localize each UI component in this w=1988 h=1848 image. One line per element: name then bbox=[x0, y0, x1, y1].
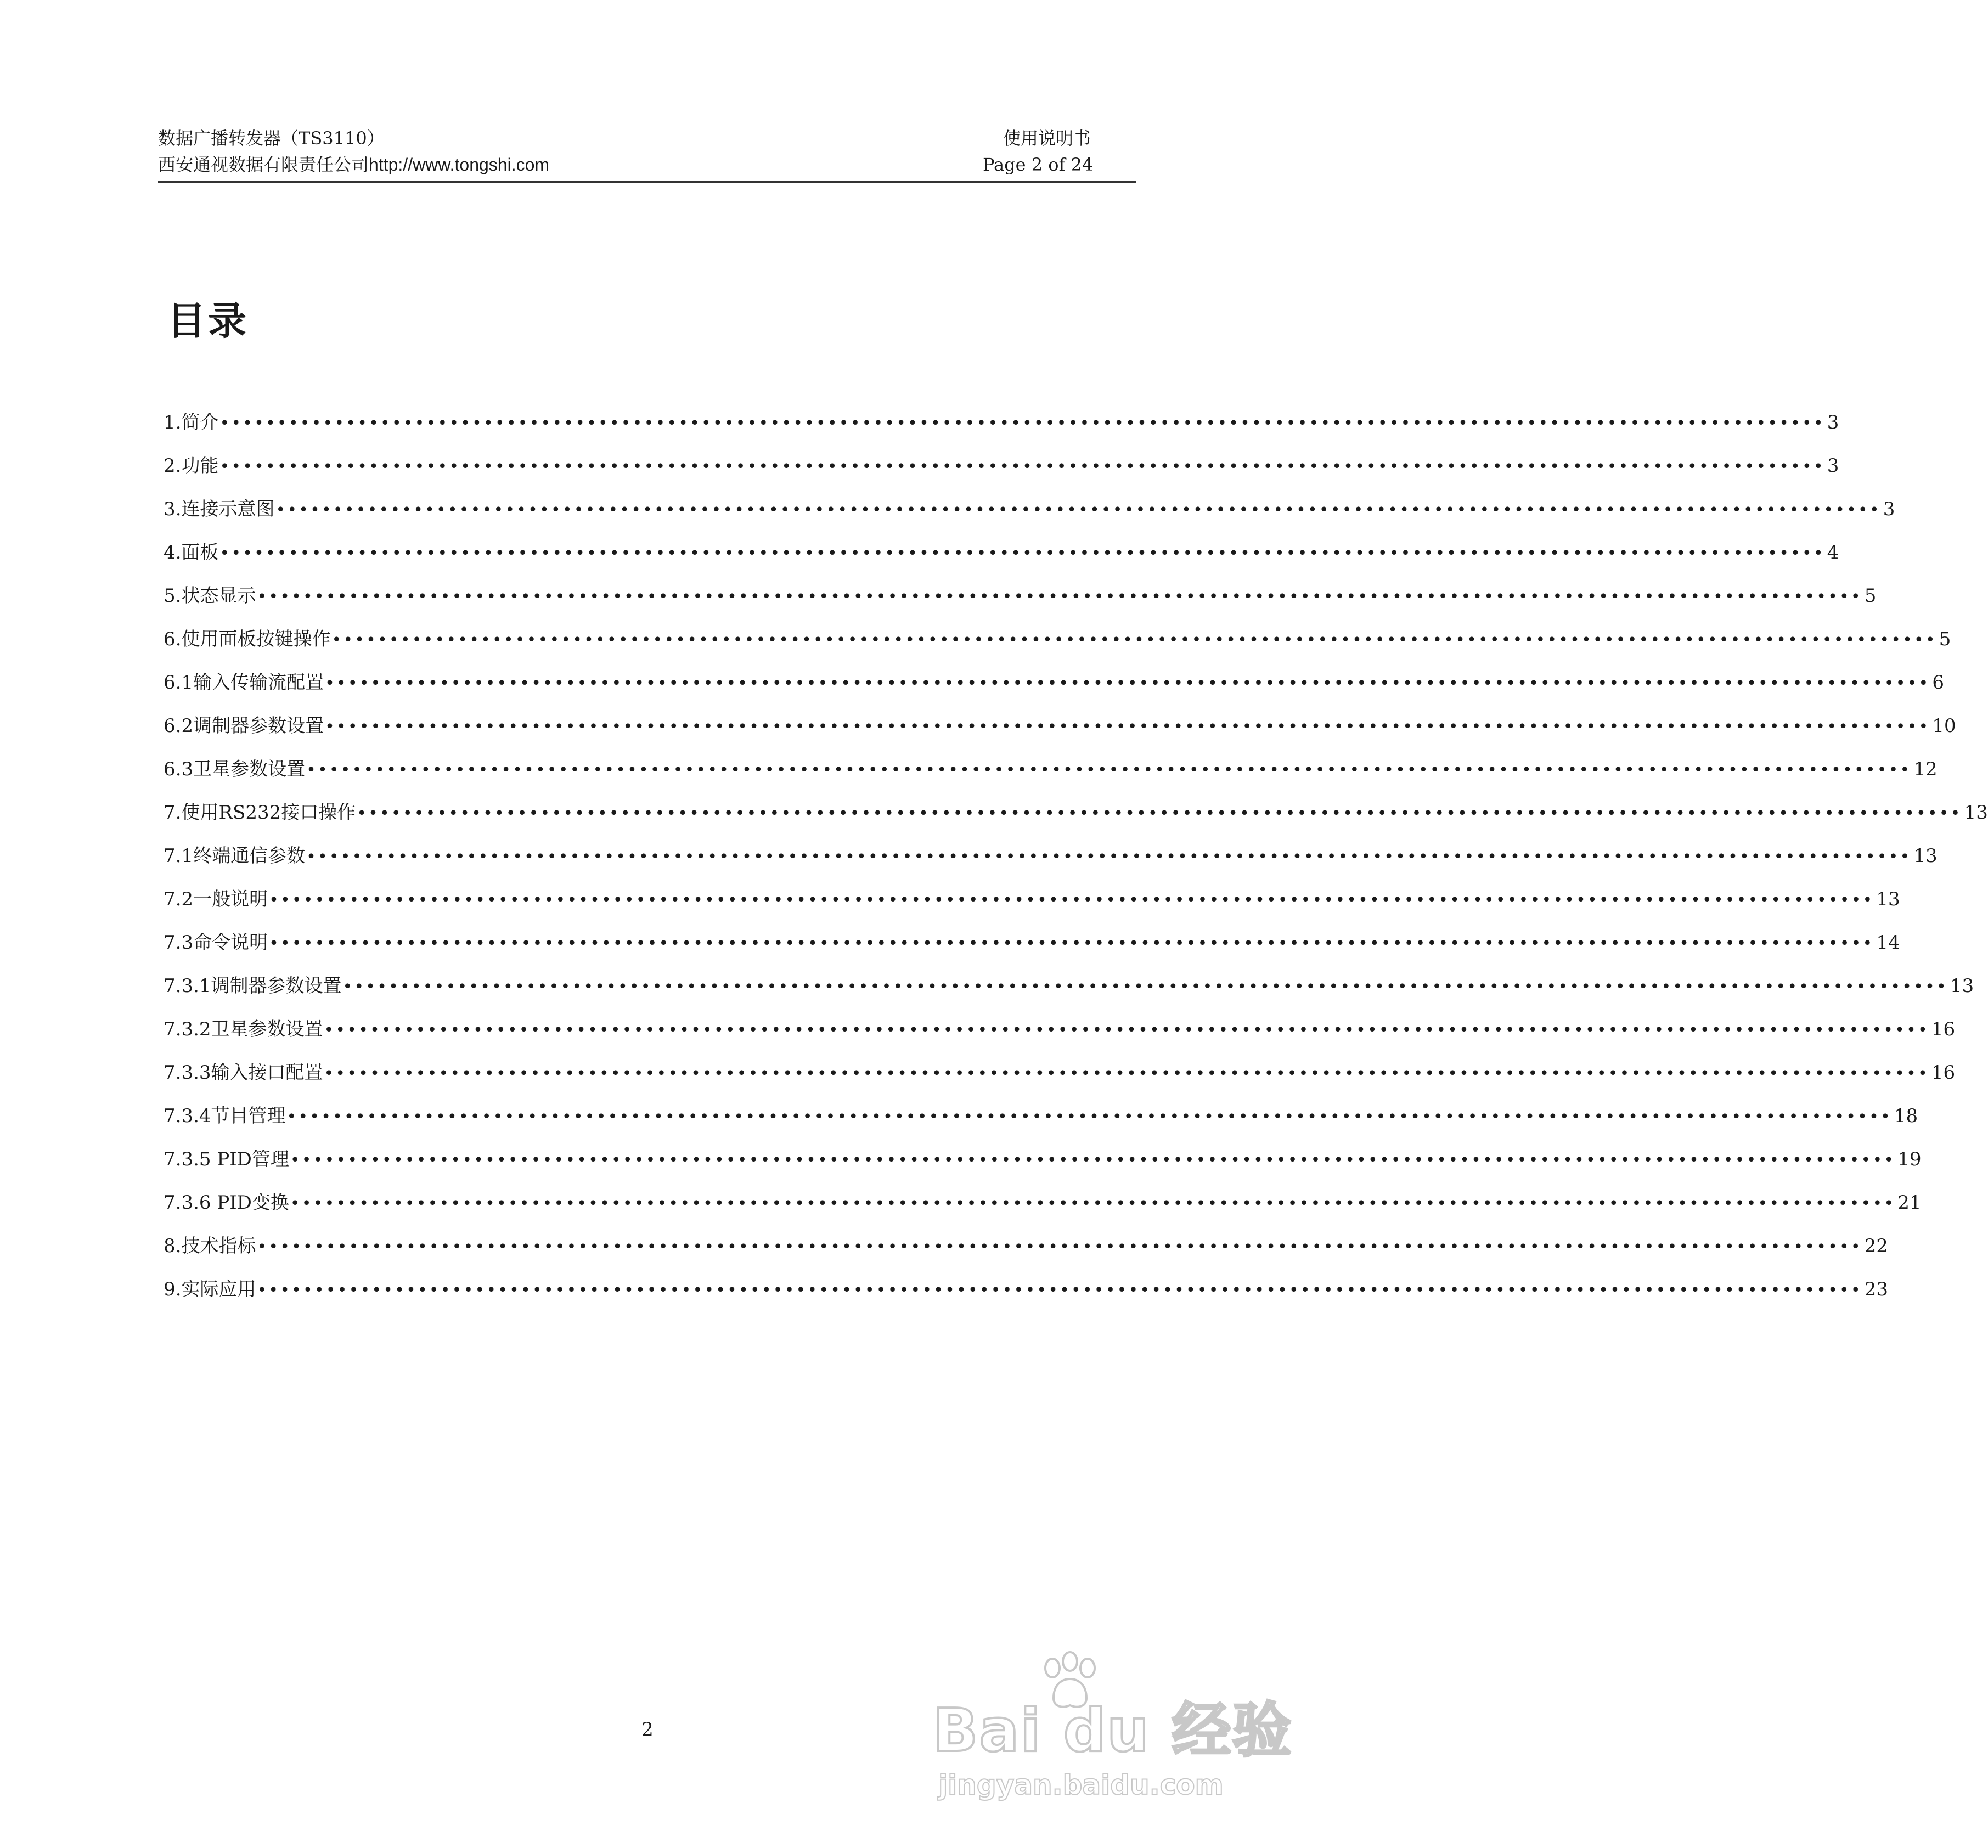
toc-entry-label: 6.2调制器参数设置 bbox=[164, 715, 324, 737]
toc-dot-leader: •••••••••••••••••••••••••••••••••••••••••••••••••••••••••••••••••••••••••••••••••••••••••••••••••••••••••••••••••••••••••••••••••••••••••••• bbox=[290, 1151, 1896, 1170]
toc-entry[interactable] bbox=[164, 1233, 1889, 1276]
toc-entry-label: 7.3.5 PID管理 bbox=[164, 1148, 289, 1170]
toc-entry-page: 6 bbox=[1932, 672, 1945, 694]
toc-entry[interactable] bbox=[164, 973, 1974, 1016]
toc-entry-label: 7.3.4节目管理 bbox=[164, 1105, 286, 1127]
toc-entry[interactable] bbox=[164, 713, 1956, 756]
toc-entry[interactable] bbox=[164, 756, 1938, 799]
toc-entry-page: 23 bbox=[1864, 1278, 1889, 1300]
toc-entry[interactable] bbox=[164, 409, 1839, 453]
table-of-contents bbox=[164, 409, 1988, 1320]
toc-dot-leader: •••••••••••••••••••••••••••••••••••••••••••••••••••••••••••••••••••••••••••••••••••••••••••••••••••••••••••••••••••••••••••••••••••••••••••• bbox=[257, 587, 1862, 606]
toc-entry-label: 6.3卫星参数设置 bbox=[164, 758, 306, 780]
toc-dot-leader: •••••••••••••••••••••••••••••••••••••••••••••••••••••••••••••••••••••••••••••••••••••••••••••••••••••••••••••••••••••••••••••••••••••••••••• bbox=[357, 804, 1962, 823]
watermark-url: jingyan.baidu.com bbox=[938, 1769, 1224, 1801]
toc-entry-page: 3 bbox=[1883, 498, 1895, 520]
toc-dot-leader: •••••••••••••••••••••••••••••••••••••••••••••••••••••••••••••••••••••••••••••••••••••••••••••••••••••••••••••••••••••••••••••••••••••••••••• bbox=[306, 847, 1912, 866]
watermark-logo-text: Bai du 经验 bbox=[933, 1697, 1293, 1765]
toc-entry[interactable] bbox=[164, 669, 1945, 713]
toc-entry-page: 13 bbox=[1876, 888, 1900, 910]
toc-entry[interactable] bbox=[164, 929, 1900, 973]
toc-entry[interactable] bbox=[164, 1060, 1956, 1103]
toc-dot-leader: •••••••••••••••••••••••••••••••••••••••••••••••••••••••••••••••••••••••••••••••••••••••••••••••••••••••••••••••••••••••••••••••••••••••••••• bbox=[219, 457, 1825, 476]
toc-dot-leader: •••••••••••••••••••••••••••••••••••••••••••••••••••••••••••••••••••••••••••••••••••••••••••••••••••••••••••••••••••••••••••••••••••••••••••• bbox=[290, 1194, 1896, 1213]
toc-entry-page: 4 bbox=[1827, 542, 1839, 564]
toc-entry[interactable] bbox=[164, 583, 1877, 626]
toc-entry[interactable] bbox=[164, 843, 1938, 886]
toc-entry-label: 2.功能 bbox=[164, 455, 219, 477]
toc-entry-label: 9.实际应用 bbox=[164, 1278, 256, 1300]
toc-entry[interactable] bbox=[164, 626, 1951, 669]
toc-dot-leader: •••••••••••••••••••••••••••••••••••••••••••••••••••••••••••••••••••••••••••••••••••••••••••••••••••••••••••••••••••••••••••••••••••••••••••• bbox=[269, 891, 1874, 910]
toc-entry-page: 21 bbox=[1897, 1192, 1922, 1214]
toc-entry-label: 7.3.3输入接口配置 bbox=[164, 1062, 323, 1084]
toc-dot-leader: •••••••••••••••••••••••••••••••••••••••••••••••••••••••••••••••••••••••••••••••••••••••••••••••••••••••••••••••••••••••••••••••••••••••••••• bbox=[324, 1064, 1929, 1083]
toc-entry-page: 3 bbox=[1827, 455, 1839, 477]
toc-entry-label: 5.状态显示 bbox=[164, 585, 256, 607]
header-page-info: Page 2 of 24 bbox=[983, 154, 1094, 175]
toc-entry[interactable] bbox=[164, 496, 1895, 539]
toc-entry-label: 4.面板 bbox=[164, 542, 219, 564]
toc-entry-page: 19 bbox=[1897, 1148, 1922, 1170]
toc-entry-label: 7.2一般说明 bbox=[164, 888, 268, 910]
toc-dot-leader: •••••••••••••••••••••••••••••••••••••••••••••••••••••••••••••••••••••••••••••••••••••••••••••••••••••••••••••••••••••••••••••••••••••••••••• bbox=[286, 1107, 1892, 1126]
toc-entry-page: 22 bbox=[1864, 1235, 1889, 1257]
toc-entry-page: 18 bbox=[1894, 1105, 1918, 1127]
toc-entry[interactable] bbox=[164, 1103, 1918, 1146]
toc-dot-leader: •••••••••••••••••••••••••••••••••••••••••••••••••••••••••••••••••••••••••••••••••••••••••••••••••••••••••••••••••••••••••••••••••••••••••••• bbox=[219, 414, 1825, 433]
toc-entry-page: 16 bbox=[1931, 1018, 1956, 1040]
toc-entry-label: 1.简介 bbox=[164, 412, 219, 433]
toc-entry-label: 7.1终端通信参数 bbox=[164, 845, 306, 867]
page-header bbox=[158, 125, 1136, 183]
toc-entry-page: 13 bbox=[1950, 975, 1974, 997]
toc-entry[interactable] bbox=[164, 886, 1900, 929]
toc-entry-page: 13 bbox=[1913, 845, 1938, 867]
toc-dot-leader: •••••••••••••••••••••••••••••••••••••••••••••••••••••••••••••••••••••••••••••••••••••••••••••••••••••••••••••••••••••••••••••••••••••••••••• bbox=[342, 977, 1948, 996]
toc-entry-label: 7.3.6 PID变换 bbox=[164, 1192, 289, 1214]
toc-entry-page: 5 bbox=[1939, 628, 1951, 650]
toc-title: 目录 bbox=[167, 298, 249, 343]
toc-entry-label: 7.使用RS232接口操作 bbox=[164, 802, 356, 824]
toc-dot-leader: •••••••••••••••••••••••••••••••••••••••••••••••••••••••••••••••••••••••••••••••••••••••••••••••••••••••••••••••••••••••••••••••••••••••••••• bbox=[275, 500, 1881, 520]
toc-entry[interactable] bbox=[164, 1016, 1956, 1060]
baidu-jingyan-watermark bbox=[933, 1652, 1293, 1805]
header-company: 西安通视数据有限责任公司 bbox=[158, 154, 369, 175]
toc-dot-leader: •••••••••••••••••••••••••••••••••••••••••••••••••••••••••••••••••••••••••••••••••••••••••••••••••••••••••••••••••••••••••••••••••••••••••••• bbox=[257, 1281, 1862, 1300]
toc-entry-page: 14 bbox=[1876, 932, 1900, 954]
toc-dot-leader: •••••••••••••••••••••••••••••••••••••••••••••••••••••••••••••••••••••••••••••••••••••••••••••••••••••••••••••••••••••••••••••••••••••••••••• bbox=[306, 760, 1912, 780]
toc-entry[interactable] bbox=[164, 1190, 1922, 1233]
toc-entry-page: 5 bbox=[1864, 585, 1877, 607]
header-product: 数据广播转发器（TS3110） bbox=[158, 128, 385, 149]
toc-entry[interactable] bbox=[164, 453, 1839, 496]
toc-dot-leader: •••••••••••••••••••••••••••••••••••••••••••••••••••••••••••••••••••••••••••••••••••••••••••••••••••••••••••••••••••••••••••••••••••••••••••• bbox=[331, 630, 1937, 650]
toc-entry-label: 3.连接示意图 bbox=[164, 498, 275, 520]
toc-entry-label: 6.1输入传输流配置 bbox=[164, 672, 324, 694]
header-company-line bbox=[158, 154, 549, 176]
toc-dot-leader: •••••••••••••••••••••••••••••••••••••••••••••••••••••••••••••••••••••••••••••••••••••••••••••••••••••••••••••••••••••••••••••••••••••••••••• bbox=[325, 674, 1930, 693]
toc-entry-page: 3 bbox=[1827, 412, 1839, 433]
toc-entry-page: 12 bbox=[1913, 758, 1938, 780]
toc-entry[interactable] bbox=[164, 1276, 1889, 1320]
toc-entry-label: 6.使用面板按键操作 bbox=[164, 628, 331, 650]
toc-dot-leader: •••••••••••••••••••••••••••••••••••••••••••••••••••••••••••••••••••••••••••••••••••••••••••••••••••••••••••••••••••••••••••••••••••••••••••• bbox=[219, 544, 1825, 563]
toc-entry-page: 13 bbox=[1964, 802, 1988, 824]
toc-dot-leader: •••••••••••••••••••••••••••••••••••••••••••••••••••••••••••••••••••••••••••••••••••••••••••••••••••••••••••••••••••••••••••••••••••••••••••• bbox=[257, 1237, 1862, 1257]
toc-dot-leader: •••••••••••••••••••••••••••••••••••••••••••••••••••••••••••••••••••••••••••••••••••••••••••••••••••••••••••••••••••••••••••••••••••••••••••• bbox=[269, 934, 1874, 953]
toc-entry-page: 16 bbox=[1931, 1062, 1956, 1084]
toc-entry-label: 7.3.1调制器参数设置 bbox=[164, 975, 342, 997]
toc-entry[interactable] bbox=[164, 539, 1839, 583]
header-url: http://www.tongshi.com bbox=[369, 155, 550, 174]
toc-entry-label: 7.3命令说明 bbox=[164, 932, 268, 954]
toc-entry[interactable] bbox=[164, 1146, 1922, 1190]
toc-dot-leader: •••••••••••••••••••••••••••••••••••••••••••••••••••••••••••••••••••••••••••••••••••••••••••••••••••••••••••••••••••••••••••••••••••••••••••• bbox=[325, 717, 1930, 736]
header-doc-type: 使用说明书 bbox=[1003, 128, 1091, 149]
toc-entry-page: 10 bbox=[1932, 715, 1956, 737]
toc-entry-label: 7.3.2卫星参数设置 bbox=[164, 1018, 323, 1040]
toc-dot-leader: •••••••••••••••••••••••••••••••••••••••••••••••••••••••••••••••••••••••••••••••••••••••••••••••••••••••••••••••••••••••••••••••••••••••••••• bbox=[324, 1021, 1929, 1040]
toc-entry-label: 8.技术指标 bbox=[164, 1235, 256, 1257]
toc-entry[interactable] bbox=[164, 799, 1988, 843]
page-number: 2 bbox=[641, 1719, 654, 1740]
